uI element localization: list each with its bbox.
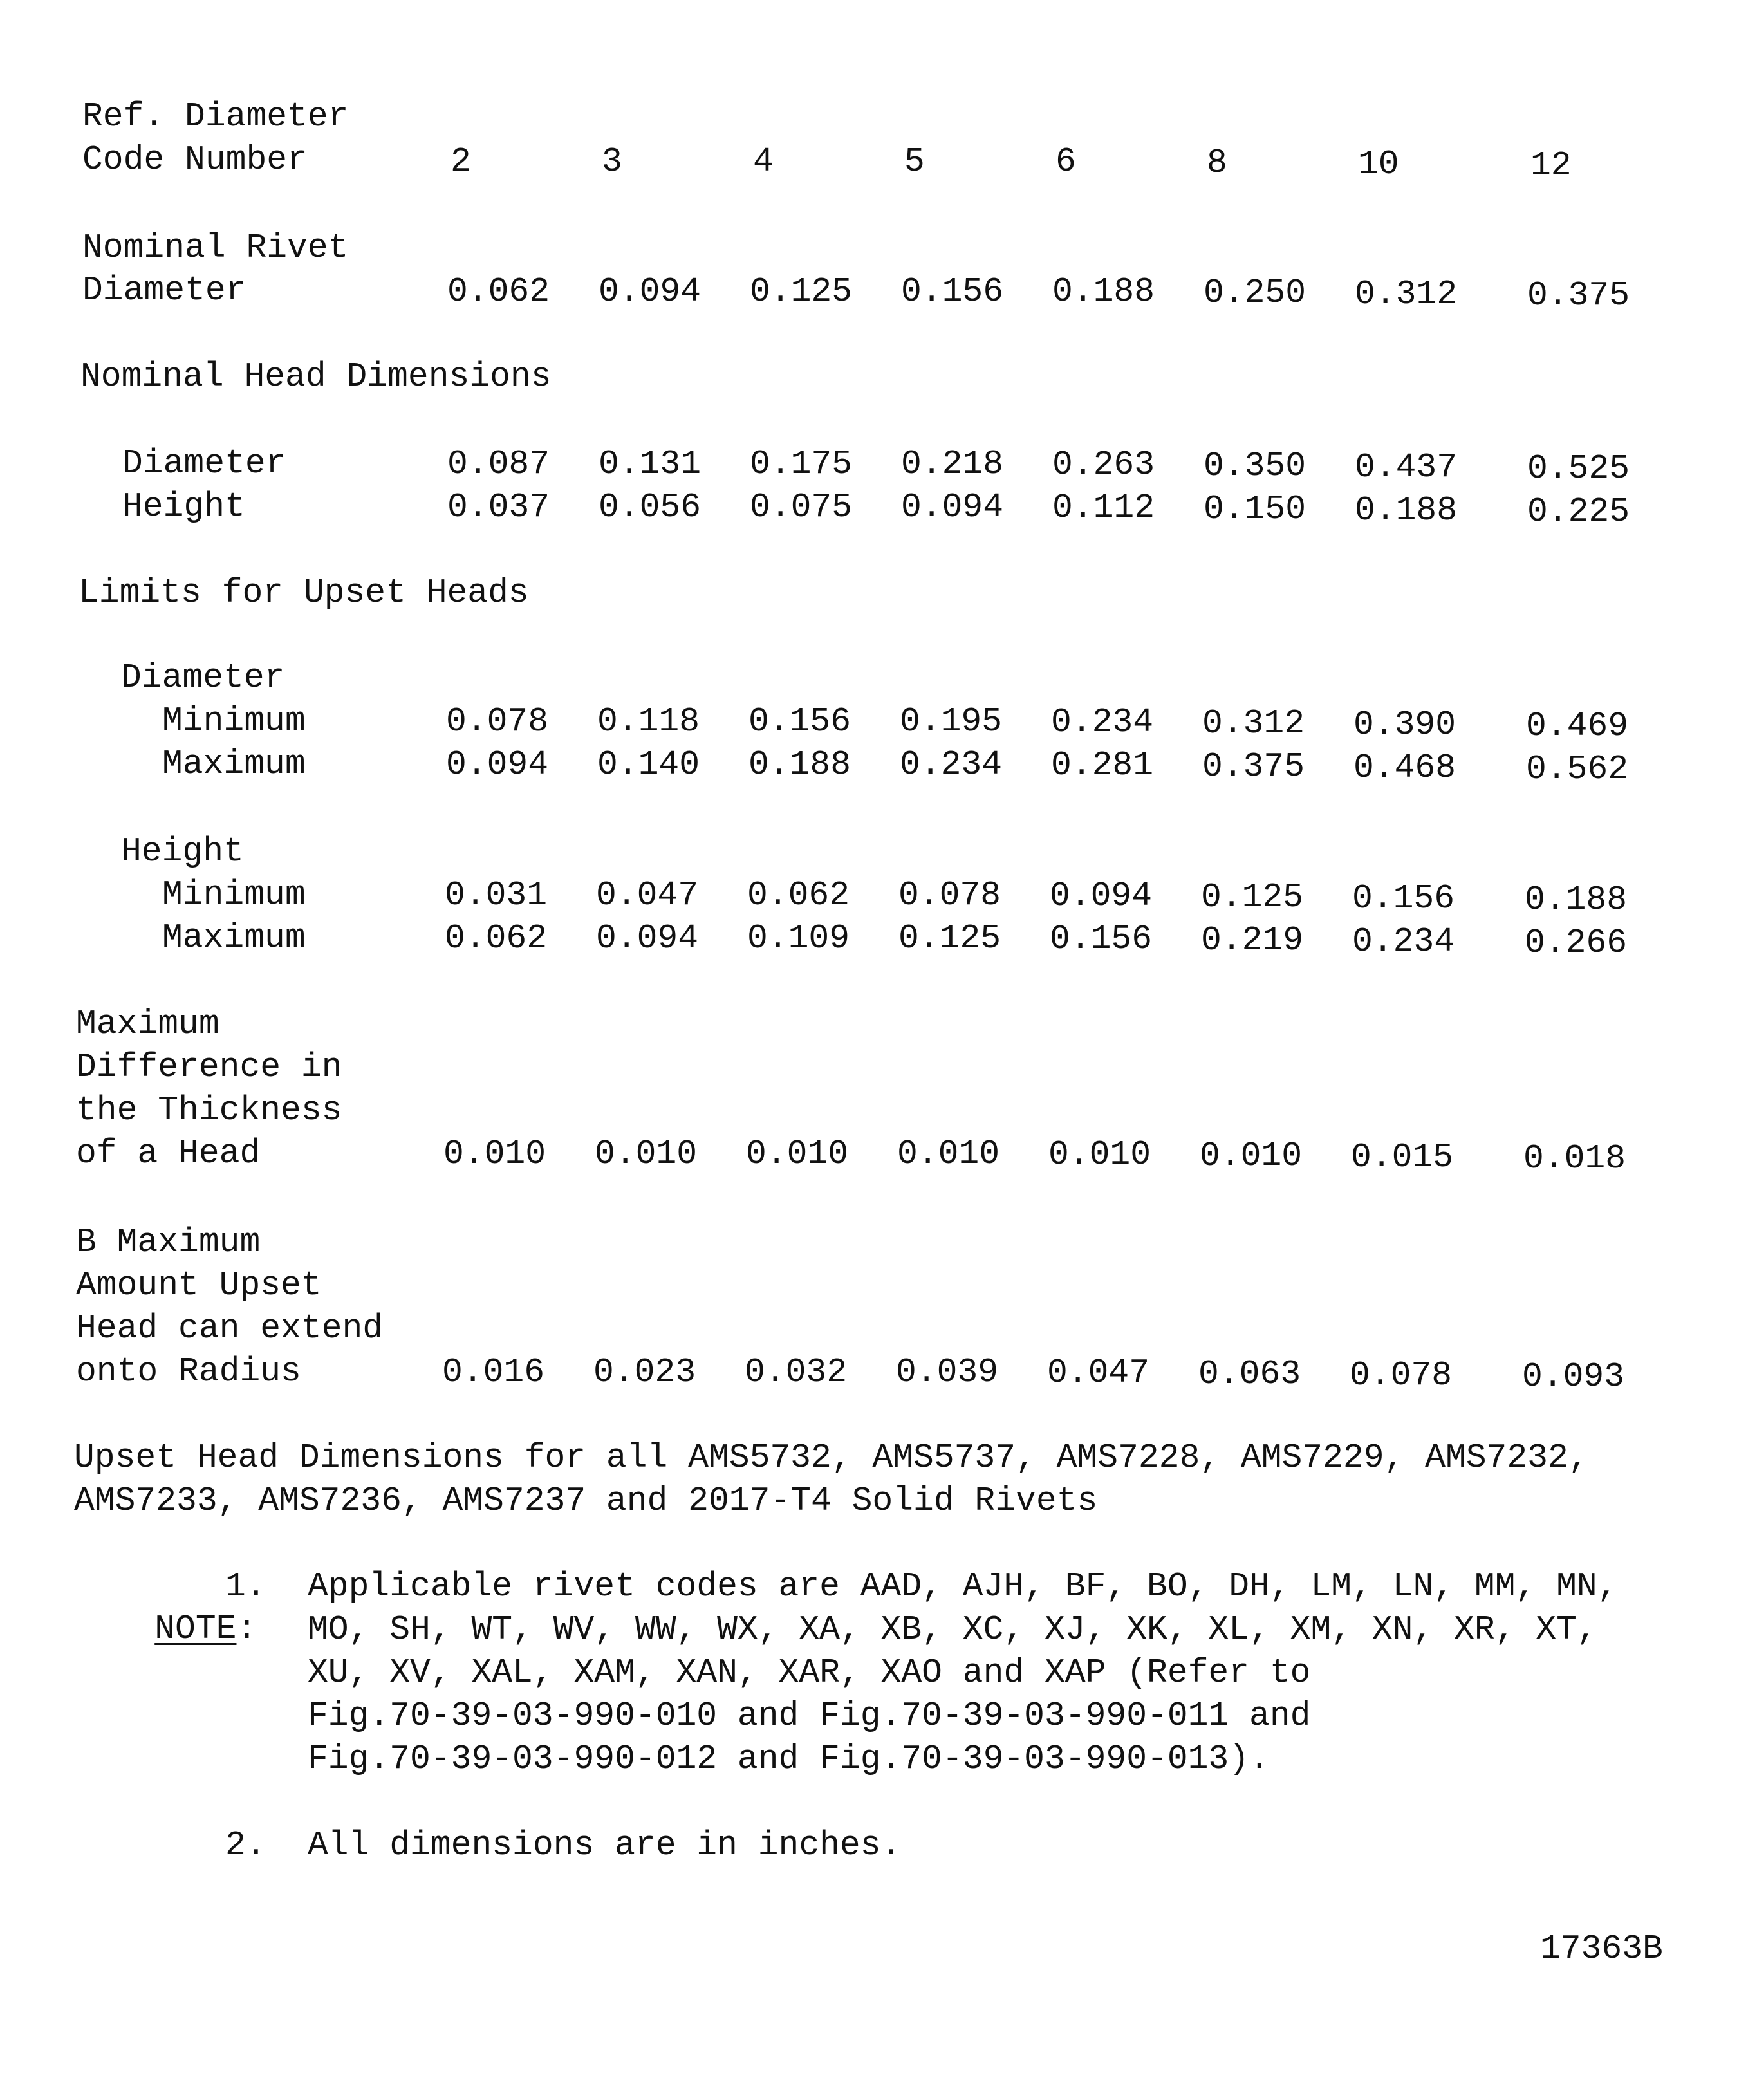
table-cell: 0.023 — [593, 1353, 696, 1391]
table-cell: 0.010 — [1200, 1137, 1303, 1175]
caption-line2: AMS7233, AMS7236, AMS7237 and 2017-T4 Solid Rivets — [74, 1482, 1098, 1520]
table-cell: 0.047 — [1047, 1353, 1150, 1392]
table-cell: 0.156 — [1050, 920, 1153, 958]
table-cell: 0.140 — [597, 745, 700, 784]
table-cell: 0.188 — [1355, 491, 1458, 530]
table-cell: 0.375 — [1527, 276, 1630, 315]
thickness-diff-label-line: of a Head — [76, 1134, 261, 1173]
table-cell: 0.375 — [1202, 747, 1305, 786]
nominal-head-height-label: Height — [122, 487, 245, 526]
table-cell: 0.093 — [1522, 1357, 1625, 1396]
ref-label-line2: Code Number — [82, 140, 308, 179]
table-cell: 0.125 — [1201, 878, 1304, 916]
caption-line1: Upset Head Dimensions for all AMS5732, AMS5737, AMS7228, AMS7229, AMS7232, — [74, 1438, 1589, 1477]
table-cell: 0.468 — [1353, 748, 1456, 787]
table-cell: 0.039 — [896, 1353, 999, 1391]
table-cell: 0.078 — [446, 702, 549, 741]
table-cell: 0.125 — [750, 272, 853, 311]
table-cell: 0.062 — [747, 876, 850, 915]
table-cell: 0.131 — [599, 445, 702, 483]
table-cell: 0.016 — [442, 1353, 545, 1391]
table-cell: 0.281 — [1051, 746, 1154, 785]
nominal-head-diameter-label: Diameter — [122, 444, 286, 483]
table-cell: 0.219 — [1201, 921, 1304, 960]
table-cell: 0.078 — [1350, 1356, 1453, 1395]
radius-extend-label-line: Amount Upset — [76, 1266, 322, 1305]
table-cell: 0.015 — [1351, 1138, 1454, 1176]
note1-line: MO, SH, WT, WV, WW, WX, XA, XB, XC, XJ, XK, XL, XM, XN, XR, XT, — [308, 1610, 1597, 1649]
table-cell: 0.075 — [750, 488, 853, 526]
table-cell: 0.234 — [1051, 703, 1154, 741]
table-cell: 0.112 — [1052, 488, 1155, 527]
table-cell: 0.037 — [447, 488, 550, 526]
table-cell: 0.031 — [445, 876, 548, 915]
table-cell: 0.188 — [1052, 272, 1155, 311]
table-cell: 10 — [1358, 145, 1399, 183]
upset-height-label: Height — [121, 832, 244, 871]
figure-code: 17363B — [1540, 1929, 1663, 1968]
nominal-rivet-label-line1: Nominal Rivet — [82, 228, 349, 267]
table-cell: 0.063 — [1198, 1355, 1301, 1393]
thickness-diff-label-line: Difference in — [76, 1048, 342, 1086]
radius-extend-label-line: onto Radius — [76, 1352, 301, 1391]
upset-diameter-max-label: Maximum — [162, 745, 306, 783]
table-cell: 2 — [451, 142, 471, 181]
upset-height-min-label: Minimum — [162, 875, 306, 914]
table-cell: 0.010 — [443, 1135, 546, 1173]
table-cell: 0.118 — [597, 702, 700, 741]
table-cell: 0.062 — [445, 919, 548, 958]
table-cell: 0.094 — [901, 488, 1004, 526]
table-cell: 0.094 — [1050, 877, 1153, 915]
table-cell: 0.062 — [447, 272, 550, 311]
table-cell: 0.266 — [1525, 924, 1628, 962]
table-cell: 0.234 — [900, 745, 1003, 784]
table-cell: 0.156 — [748, 702, 851, 741]
table-cell: 8 — [1207, 144, 1227, 182]
table-cell: 0.225 — [1527, 492, 1630, 531]
radius-extend-label-line: Head can extend — [76, 1309, 384, 1348]
table-cell: 5 — [904, 142, 925, 181]
table-cell: 0.094 — [599, 272, 702, 311]
table-cell: 0.125 — [898, 919, 1001, 958]
table-cell: 0.010 — [897, 1135, 1000, 1173]
ref-label-line1: Ref. Diameter — [82, 97, 349, 136]
table-cell: 12 — [1530, 146, 1572, 185]
table-cell: 4 — [753, 142, 774, 181]
table-cell: 0.087 — [447, 445, 550, 483]
radius-extend-label-line: B Maximum — [76, 1223, 261, 1261]
table-cell: 0.250 — [1204, 274, 1306, 312]
table-cell: 0.047 — [596, 876, 699, 915]
table-cell: 0.094 — [446, 745, 549, 784]
table-cell: 0.437 — [1355, 448, 1458, 487]
table-cell: 0.195 — [900, 702, 1003, 741]
note2-number: 2. — [225, 1826, 266, 1864]
note1-number: 1. — [225, 1567, 266, 1606]
note2-text: All dimensions are in inches. — [308, 1826, 902, 1864]
table-cell: 6 — [1055, 142, 1076, 181]
note-label: NOTE — [154, 1610, 237, 1648]
table-cell: 0.263 — [1052, 445, 1155, 484]
table-cell: 0.312 — [1355, 275, 1458, 313]
upset-diameter-min-label: Minimum — [162, 702, 306, 740]
table-cell: 0.109 — [747, 919, 850, 958]
upset-diameter-label: Diameter — [121, 658, 285, 697]
table-cell: 0.156 — [1352, 879, 1455, 918]
thickness-diff-label-line: Maximum — [76, 1005, 219, 1043]
table-cell: 0.188 — [1525, 880, 1628, 919]
note1-line: XU, XV, XAL, XAM, XAN, XAR, XAO and XAP (Refer to — [308, 1653, 1311, 1692]
table-cell: 0.350 — [1204, 447, 1306, 485]
table-cell: 0.234 — [1352, 922, 1455, 961]
table-cell: 0.188 — [748, 745, 851, 784]
table-cell: 0.018 — [1523, 1139, 1626, 1178]
table-cell: 0.010 — [1048, 1135, 1151, 1174]
table-cell: 3 — [602, 142, 622, 181]
table-cell: 0.150 — [1204, 490, 1306, 528]
table-cell: 0.010 — [595, 1135, 698, 1173]
table-cell: 0.390 — [1353, 705, 1456, 744]
table-cell: 0.056 — [599, 488, 702, 526]
table-cell: 0.010 — [746, 1135, 849, 1173]
table-cell: 0.175 — [750, 445, 853, 483]
nominal-head-heading: Nominal Head Dimensions — [80, 357, 552, 396]
thickness-diff-label-line: the Thickness — [76, 1091, 342, 1129]
table-cell: 0.525 — [1527, 449, 1630, 488]
table-cell: 0.156 — [901, 272, 1004, 311]
table-cell: 0.218 — [901, 445, 1004, 483]
upset-height-max-label: Maximum — [162, 918, 306, 957]
table-cell: 0.562 — [1526, 750, 1629, 788]
table-cell: 0.078 — [898, 876, 1001, 915]
table-cell: 0.094 — [596, 919, 699, 958]
upset-limits-heading: Limits for Upset Heads — [79, 573, 529, 612]
note1-line: Fig.70-39-03-990-010 and Fig.70-39-03-990-011 and — [308, 1696, 1311, 1735]
note-colon: : — [236, 1610, 257, 1648]
table-cell: 0.469 — [1526, 707, 1629, 745]
table-cell: 0.032 — [745, 1353, 848, 1391]
note1-line: Applicable rivet codes are AAD, AJH, BF, BO, DH, LM, LN, MM, MN, — [308, 1567, 1618, 1606]
table-cell: 0.312 — [1202, 704, 1305, 743]
nominal-rivet-label-line2: Diameter — [82, 271, 246, 310]
note1-line: Fig.70-39-03-990-012 and Fig.70-39-03-990-013). — [308, 1740, 1270, 1778]
